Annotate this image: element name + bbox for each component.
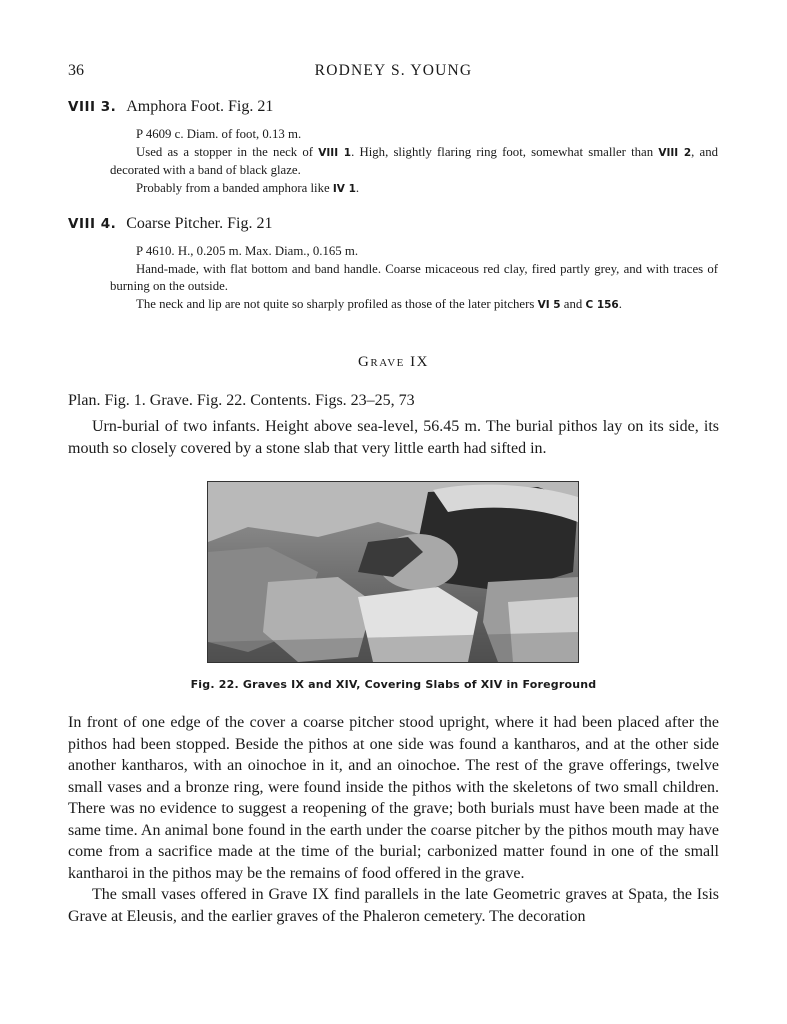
comparison: Probably from a banded amphora like IV 1. — [136, 180, 360, 195]
body-text — [68, 712, 719, 927]
ref-c156: C 156 — [585, 298, 619, 311]
description: Used as a stopper in the neck of VIII 1. High, slightly flaring ring foot, somewhat smaller than VIII 2, and decorated with a band of black glaze. — [110, 144, 719, 177]
catalog-line: P 4609 c. Diam. of foot, 0.13 m. — [136, 127, 302, 141]
page-number: 36 — [68, 62, 84, 79]
figure-caption: Fig. 22. Graves IX and XIV, Covering Slabs of XIV in Foreground — [190, 678, 597, 691]
entry-title: Amphora Foot. Fig. 21 — [126, 98, 274, 115]
ref-vi5: VI 5 — [537, 298, 561, 311]
plan-line: Plan. Fig. 1. Grave. Fig. 22. Contents. Figs. 23–25, 73 — [68, 392, 415, 409]
entry-viii4-heading — [68, 215, 272, 233]
running-title: RODNEY S. YOUNG — [314, 62, 473, 79]
description: Hand-made, with flat bottom and band handle. Coarse micaceous red clay, fired partly grey, and with traces of burning on the outside. — [110, 261, 718, 293]
entry-number: VIII 4. — [68, 216, 117, 232]
entry-viii4-body — [110, 243, 718, 314]
paragraph: In front of one edge of the cover a coarse pitcher stood upright, where it had been placed after the pithos had been stopped. Beside the pithos at one side was found a kantharos, and at the other side another kantharos, with an oinochoe in it, and an oinochoe. The rest of the grave offerings, twelve small vases and a bronze ring, were found inside the pithos with the skeletons of two small children. There was no evidence to suggest a reopening of the grave; both burials must have been made at the same time. An animal bone found in the earth under the coarse pitcher by the pithos mouth may have come from a sacrifice made at the time of the burial; carbonized matter found in one of the small kantharoi in the pithos may be the remains of food offered in the grave. — [68, 714, 719, 882]
entry-title: Coarse Pitcher. Fig. 21 — [126, 215, 273, 232]
ref-viii1: VIII 1 — [318, 146, 352, 159]
entry-number: VIII 3. — [68, 99, 117, 115]
ref-iv1: IV 1 — [332, 182, 356, 195]
photo-image — [208, 482, 578, 662]
paragraph: The small vases offered in Grave IX find parallels in the late Geometric graves at Spata, the Isis Grave at Eleusis, and the earlier graves of the Phaleron cemetery. The decoration — [68, 886, 719, 925]
grave-photograph — [207, 481, 579, 663]
comparison: The neck and lip are not quite so sharply profiled as those of the later pitchers VI 5 and C 156. — [136, 296, 622, 311]
catalog-line: P 4610. H., 0.205 m. Max. Diam., 0.165 m. — [136, 244, 359, 258]
entry-viii3-body — [110, 126, 718, 198]
ref-viii2: VIII 2 — [658, 146, 692, 159]
section-heading: Grave IX — [358, 354, 429, 370]
intro-paragraph: Urn-burial of two infants. Height above sea-level, 56.45 m. The burial pithos lay on its side, its mouth so closely covered by a stone slab that very little earth had sifted in. — [68, 418, 719, 457]
entry-viii3-heading — [68, 98, 273, 116]
